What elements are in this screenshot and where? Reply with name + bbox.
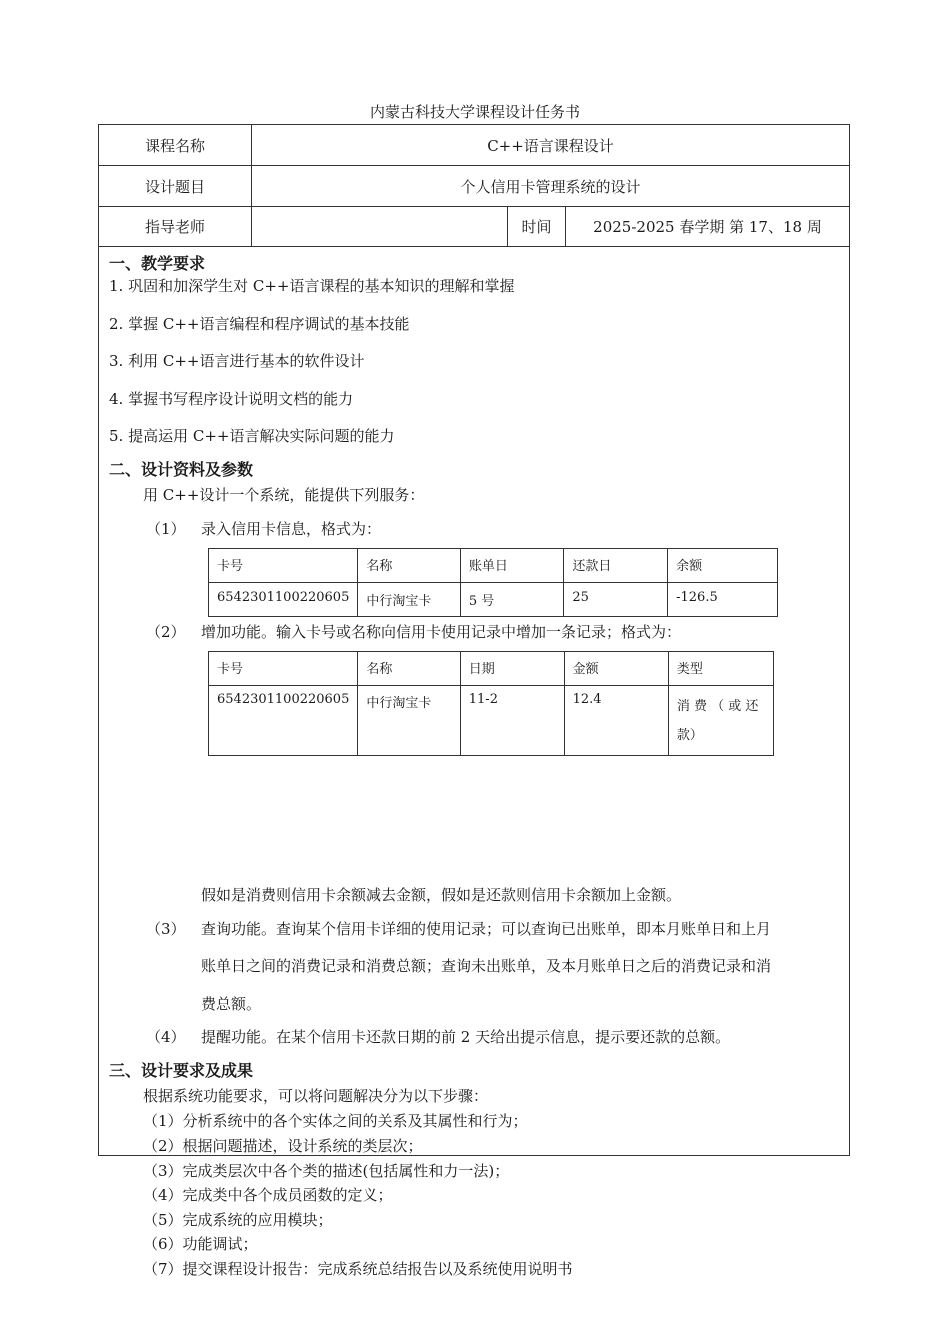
table-row [209, 583, 778, 617]
course-value: C++语言课程设计 [251, 125, 849, 165]
point3-line: 查询功能。查询某个信用卡详细的使用记录；可以查询已出账单，即本月账单日和上月 [201, 920, 772, 938]
section1-item: 5. 提高运用 C++语言解决实际问题的能力 [109, 427, 395, 445]
time-value: 2025-2025 春学期 第 17、18 周 [565, 207, 849, 246]
table-header-row [209, 652, 774, 686]
table-cell: 12.4 [564, 686, 668, 756]
type-cell-line1: 消 费 （ 或 还 [676, 699, 759, 714]
topic-row [99, 166, 849, 207]
card-info-table [208, 548, 778, 617]
table-cell: 5 号 [460, 583, 564, 617]
section1-item: 3. 利用 C++语言进行基本的软件设计 [109, 352, 365, 370]
section2-intro: 用 C++设计一个系统，能提供下列服务： [143, 486, 425, 504]
section1-item: 1. 巩固和加深学生对 C++语言课程的基本知识的理解和掌握 [109, 277, 515, 295]
point4-text: 提醒功能。在某个信用卡还款日期的前 2 天给出提示信息，提示要还款的总额。 [201, 1028, 731, 1046]
point2-number: （2） [146, 623, 186, 641]
table-header-cell: 名称 [358, 652, 460, 686]
section1-item: 4. 掌握书写程序设计说明文档的能力 [109, 390, 354, 408]
document-title: 内蒙古科技大学课程设计任务书 [369, 103, 580, 121]
table-cell: 中行淘宝卡 [358, 686, 460, 756]
table-header-cell: 金额 [564, 652, 668, 686]
table-header-cell: 卡号 [209, 549, 358, 583]
table-header-row [209, 549, 778, 583]
section2-heading: 二、设计资料及参数 [109, 460, 254, 479]
teacher-time-row [99, 207, 849, 247]
teacher-value [251, 207, 507, 246]
table-cell: -126.5 [668, 583, 778, 617]
section3-step: （6）功能调试； [143, 1235, 258, 1253]
section3-step: （2）根据问题描述，设计系统的类层次； [143, 1137, 423, 1155]
point3-line: 账单日之间的消费记录和消费总额；查询未出账单，及本月账单日之后的消费记录和消 [201, 957, 772, 975]
record-table [208, 651, 774, 756]
table-header-cell: 账单日 [460, 549, 564, 583]
section3-step: （5）完成系统的应用模块； [143, 1211, 333, 1229]
section3-step: （3）完成类层次中各个类的描述(包括属性和力一法)； [143, 1162, 510, 1180]
table-header-cell: 卡号 [209, 652, 358, 686]
section3-step: （1）分析系统中的各个实体之间的关系及其属性和行为； [143, 1112, 528, 1130]
table-cell: 25 [564, 583, 668, 617]
table-header-cell: 还款日 [564, 549, 668, 583]
point2-note: 假如是消费则信用卡余额减去金额，假如是还款则信用卡余额加上金额。 [201, 886, 682, 904]
section3-step: （7）提交课程设计报告：完成系统总结报告以及系统使用说明书 [143, 1260, 573, 1278]
course-label: 课程名称 [144, 136, 205, 155]
section1-heading: 一、教学要求 [109, 254, 206, 273]
table-cell: 6542301100220605 [209, 686, 358, 756]
table-header-cell: 余额 [668, 549, 778, 583]
table-header-cell: 日期 [460, 652, 564, 686]
table-cell: 6542301100220605 [209, 583, 358, 617]
table-cell: 11-2 [460, 686, 564, 756]
point1-text: 录入信用卡信息，格式为： [201, 520, 382, 538]
point4-number: （4） [146, 1028, 186, 1046]
table-header-cell: 类型 [668, 652, 773, 686]
topic-label: 设计题目 [144, 177, 205, 196]
time-label: 时间 [507, 207, 565, 246]
section3-heading: 三、设计要求及成果 [109, 1061, 254, 1080]
point1-number: （1） [146, 520, 186, 538]
section1-item: 2. 掌握 C++语言编程和程序调试的基本技能 [109, 315, 410, 333]
point3-number: （3） [146, 920, 186, 938]
type-cell-line2: 款） [676, 728, 703, 743]
section3-step: （4）完成类中各个成员函数的定义； [143, 1186, 393, 1204]
table-row [209, 686, 774, 756]
point3-line: 费总额。 [201, 995, 262, 1013]
teacher-label: 指导老师 [144, 218, 205, 236]
course-row [99, 125, 849, 166]
point2-text: 增加功能。输入卡号或名称向信用卡使用记录中增加一条记录；格式为： [201, 623, 682, 641]
task-form [98, 124, 850, 1278]
section3-intro: 根据系统功能要求，可以将问题解决分为以下步骤： [143, 1087, 489, 1105]
table-header-cell: 名称 [358, 549, 461, 583]
table-cell [668, 686, 773, 756]
topic-value: 个人信用卡管理系统的设计 [251, 166, 849, 206]
table-cell: 中行淘宝卡 [358, 583, 461, 617]
